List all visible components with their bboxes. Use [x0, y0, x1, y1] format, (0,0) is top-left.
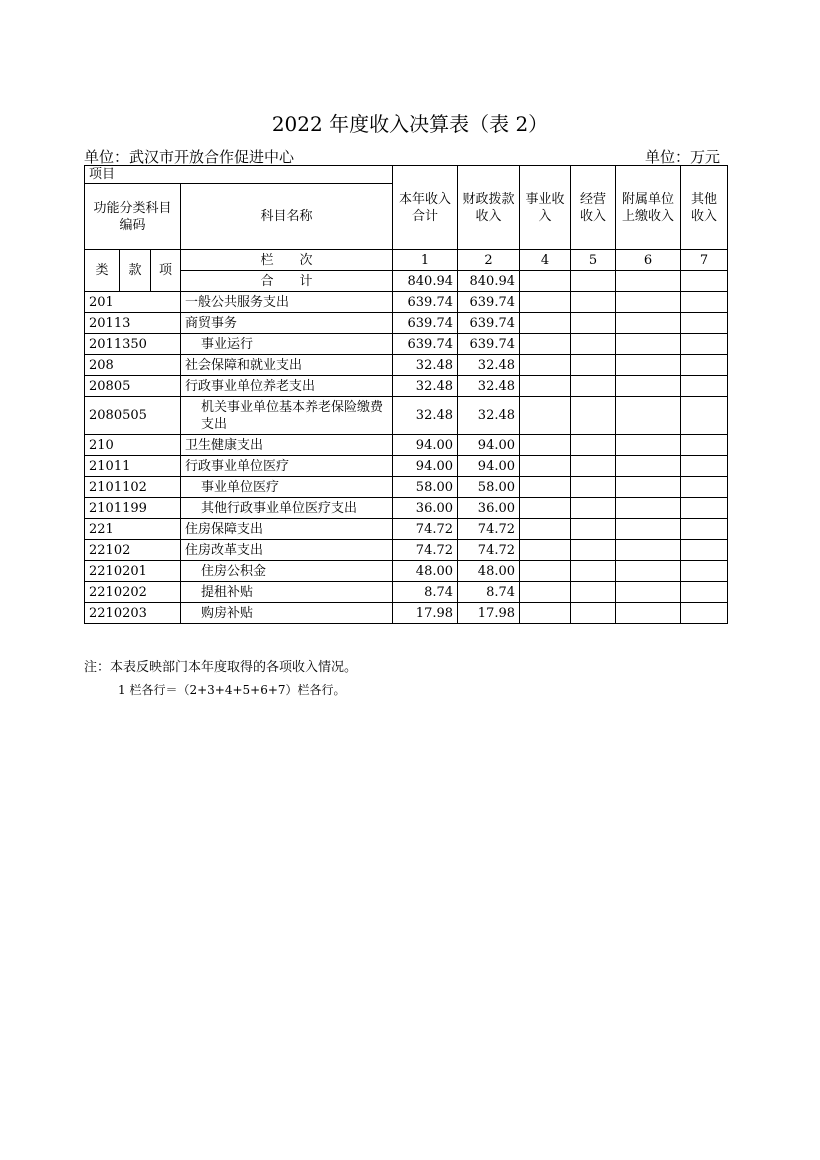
- empty-cell: [616, 540, 681, 561]
- row-name: 住房改革支出: [181, 540, 393, 561]
- header-project: 项目: [85, 166, 393, 184]
- row-total: 639.74: [393, 292, 458, 313]
- empty-cell: [681, 519, 728, 540]
- row-code: 2080505: [85, 397, 181, 435]
- row-fiscal: 94.00: [458, 435, 520, 456]
- row-fiscal: 32.48: [458, 376, 520, 397]
- row-fiscal: 36.00: [458, 498, 520, 519]
- empty-cell: [681, 582, 728, 603]
- col-number-6: 6: [616, 250, 681, 271]
- empty-cell: [520, 456, 571, 477]
- table-row: [85, 519, 728, 540]
- col-number-5: 5: [571, 250, 616, 271]
- row-total: 74.72: [393, 540, 458, 561]
- empty-cell: [616, 397, 681, 435]
- row-total: 94.00: [393, 456, 458, 477]
- row-name: 机关事业单位基本养老保险缴费支出: [181, 397, 393, 435]
- row-total: 32.48: [393, 355, 458, 376]
- row-total: 639.74: [393, 334, 458, 355]
- empty-cell: [681, 355, 728, 376]
- header-xiang: 项: [151, 250, 181, 292]
- table-row: [85, 561, 728, 582]
- total-fiscal: 840.94: [458, 271, 520, 292]
- row-name: 事业单位医疗: [181, 477, 393, 498]
- empty-cell: [681, 561, 728, 582]
- empty-cell: [571, 498, 616, 519]
- empty-cell: [520, 271, 571, 292]
- empty-cell: [520, 561, 571, 582]
- row-fiscal: 94.00: [458, 456, 520, 477]
- col-number-4: 4: [520, 250, 571, 271]
- header-col-total: 本年收入合计: [393, 166, 458, 250]
- row-code: 21011: [85, 456, 181, 477]
- row-code: 20805: [85, 376, 181, 397]
- empty-cell: [571, 561, 616, 582]
- table-row: [85, 477, 728, 498]
- empty-cell: [616, 292, 681, 313]
- table-row: [85, 456, 728, 477]
- empty-cell: [681, 498, 728, 519]
- table-row: [85, 397, 728, 435]
- empty-cell: [681, 477, 728, 498]
- row-fiscal: 58.00: [458, 477, 520, 498]
- col-number-1: 1: [393, 250, 458, 271]
- empty-cell: [520, 477, 571, 498]
- row-code: 2101199: [85, 498, 181, 519]
- header-col-operating: 经营收入: [571, 166, 616, 250]
- row-code: 2210202: [85, 582, 181, 603]
- empty-cell: [520, 540, 571, 561]
- empty-cell: [571, 376, 616, 397]
- empty-cell: [571, 603, 616, 624]
- row-total: 32.48: [393, 397, 458, 435]
- row-code: 20113: [85, 313, 181, 334]
- row-name: 购房补贴: [181, 603, 393, 624]
- empty-cell: [616, 355, 681, 376]
- row-code: 2210203: [85, 603, 181, 624]
- row-name: 提租补贴: [181, 582, 393, 603]
- row-fiscal: 639.74: [458, 313, 520, 334]
- row-fiscal: 639.74: [458, 292, 520, 313]
- empty-cell: [571, 292, 616, 313]
- header-lei: 类: [85, 250, 120, 292]
- row-name: 行政事业单位养老支出: [181, 376, 393, 397]
- empty-cell: [681, 540, 728, 561]
- empty-cell: [571, 435, 616, 456]
- table-row: [85, 435, 728, 456]
- row-code: 2011350: [85, 334, 181, 355]
- empty-cell: [571, 313, 616, 334]
- row-fiscal: 32.48: [458, 397, 520, 435]
- header-code-col: 功能分类科目编码: [85, 184, 181, 250]
- empty-cell: [616, 519, 681, 540]
- header-lanci: 栏 次: [181, 250, 393, 271]
- row-code: 210: [85, 435, 181, 456]
- row-total: 48.00: [393, 561, 458, 582]
- empty-cell: [520, 313, 571, 334]
- row-fiscal: 639.74: [458, 334, 520, 355]
- row-code: 208: [85, 355, 181, 376]
- empty-cell: [571, 582, 616, 603]
- empty-cell: [616, 477, 681, 498]
- unit-currency: 单位：万元: [644, 148, 720, 166]
- empty-cell: [681, 435, 728, 456]
- header-col-affiliated: 附属单位上缴收入: [616, 166, 681, 250]
- row-code: 2210201: [85, 561, 181, 582]
- row-total: 74.72: [393, 519, 458, 540]
- table-row: [85, 603, 728, 624]
- empty-cell: [681, 397, 728, 435]
- empty-cell: [616, 498, 681, 519]
- row-name: 住房公积金: [181, 561, 393, 582]
- empty-cell: [571, 397, 616, 435]
- empty-cell: [571, 355, 616, 376]
- income-table: [84, 165, 728, 624]
- table-row: [85, 582, 728, 603]
- empty-cell: [520, 603, 571, 624]
- empty-cell: [681, 603, 728, 624]
- header-col-business: 事业收入: [520, 166, 571, 250]
- empty-cell: [616, 603, 681, 624]
- empty-cell: [520, 435, 571, 456]
- empty-cell: [520, 498, 571, 519]
- header-col-other: 其他收入: [681, 166, 728, 250]
- table-row: [85, 540, 728, 561]
- row-fiscal: 74.72: [458, 519, 520, 540]
- empty-cell: [681, 313, 728, 334]
- empty-cell: [571, 477, 616, 498]
- table-row: [85, 376, 728, 397]
- total-amount: 840.94: [393, 271, 458, 292]
- row-name: 商贸事务: [181, 313, 393, 334]
- empty-cell: [616, 376, 681, 397]
- empty-cell: [616, 582, 681, 603]
- row-total: 36.00: [393, 498, 458, 519]
- empty-cell: [520, 582, 571, 603]
- empty-cell: [616, 313, 681, 334]
- empty-cell: [520, 292, 571, 313]
- empty-cell: [616, 456, 681, 477]
- unit-organization: 单位：武汉市开放合作促进中心: [84, 148, 295, 166]
- empty-cell: [571, 271, 616, 292]
- row-fiscal: 8.74: [458, 582, 520, 603]
- table-notes: [84, 657, 357, 701]
- row-fiscal: 48.00: [458, 561, 520, 582]
- row-total: 94.00: [393, 435, 458, 456]
- note-line-2: 1 栏各行＝（2+3+4+5+6+7）栏各行。: [118, 683, 346, 697]
- col-number-2: 2: [458, 250, 520, 271]
- row-fiscal: 32.48: [458, 355, 520, 376]
- row-name: 事业运行: [181, 334, 393, 355]
- empty-cell: [571, 540, 616, 561]
- row-name: 其他行政事业单位医疗支出: [181, 498, 393, 519]
- header-kuan: 款: [120, 250, 151, 292]
- row-name: 一般公共服务支出: [181, 292, 393, 313]
- empty-cell: [520, 334, 571, 355]
- table-row: [85, 313, 728, 334]
- empty-cell: [681, 334, 728, 355]
- table-row: [85, 498, 728, 519]
- col-number-7: 7: [681, 250, 728, 271]
- row-total: 58.00: [393, 477, 458, 498]
- empty-cell: [520, 519, 571, 540]
- page-title: 2022 年度收入决算表（表 2）: [271, 112, 549, 136]
- empty-cell: [571, 334, 616, 355]
- row-total: 8.74: [393, 582, 458, 603]
- empty-cell: [520, 397, 571, 435]
- row-total: 639.74: [393, 313, 458, 334]
- row-name: 行政事业单位医疗: [181, 456, 393, 477]
- empty-cell: [520, 376, 571, 397]
- row-total: 17.98: [393, 603, 458, 624]
- empty-cell: [571, 519, 616, 540]
- empty-cell: [616, 271, 681, 292]
- empty-cell: [616, 435, 681, 456]
- row-name: 卫生健康支出: [181, 435, 393, 456]
- row-fiscal: 17.98: [458, 603, 520, 624]
- row-code: 2101102: [85, 477, 181, 498]
- empty-cell: [571, 456, 616, 477]
- table-row: [85, 355, 728, 376]
- table-row: [85, 334, 728, 355]
- row-total: 32.48: [393, 376, 458, 397]
- empty-cell: [681, 292, 728, 313]
- header-col-fiscal: 财政拨款收入: [458, 166, 520, 250]
- table-row: [85, 292, 728, 313]
- row-name: 社会保障和就业支出: [181, 355, 393, 376]
- row-code: 22102: [85, 540, 181, 561]
- note-line-1: 注：本表反映部门本年度取得的各项收入情况。: [84, 660, 358, 675]
- row-fiscal: 74.72: [458, 540, 520, 561]
- empty-cell: [681, 271, 728, 292]
- empty-cell: [520, 355, 571, 376]
- row-code: 201: [85, 292, 181, 313]
- empty-cell: [616, 334, 681, 355]
- empty-cell: [681, 376, 728, 397]
- header-name-col: 科目名称: [181, 184, 393, 250]
- total-label: 合 计: [181, 271, 393, 292]
- empty-cell: [681, 456, 728, 477]
- row-code: 221: [85, 519, 181, 540]
- row-name: 住房保障支出: [181, 519, 393, 540]
- empty-cell: [616, 561, 681, 582]
